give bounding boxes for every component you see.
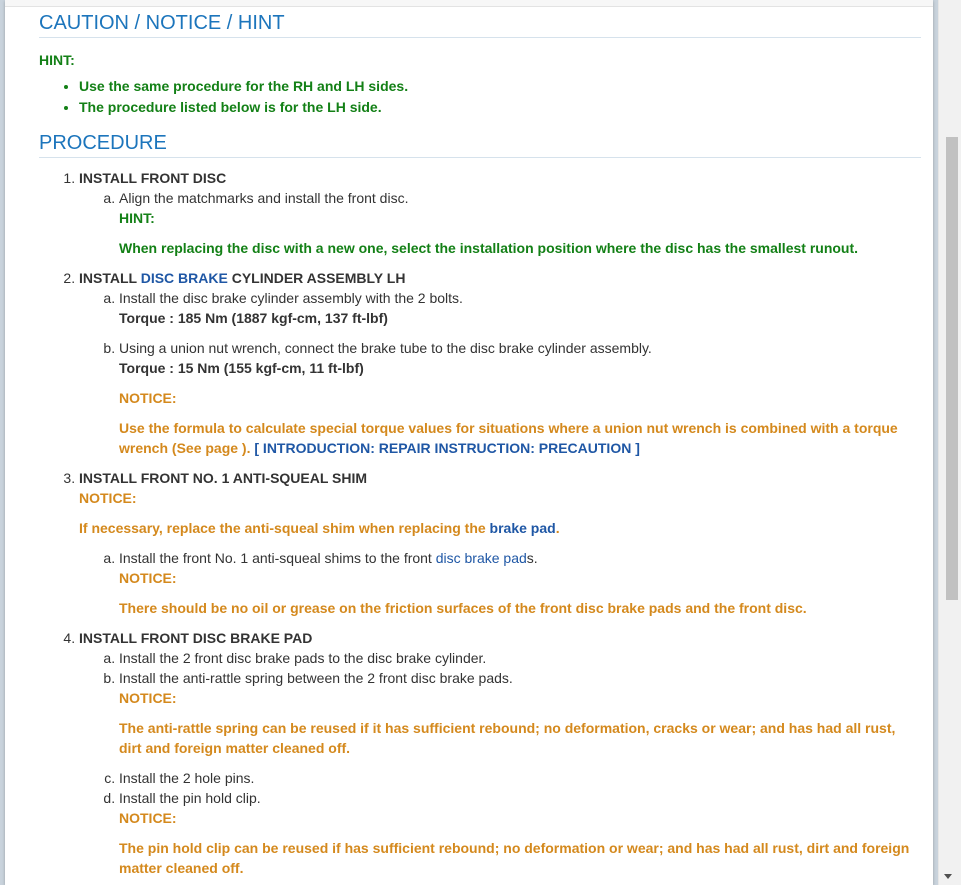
substep-text (119, 550, 538, 566)
notice-text: There should be no oil or grease on the friction surfaces of the front disc brake pads and the front disc. (119, 600, 807, 616)
step-4 (79, 628, 921, 878)
hint-item: • The procedure listed below is for the LH side. (79, 97, 921, 118)
step-title: INSTALL FRONT DISC (79, 170, 227, 186)
substeps (79, 648, 921, 878)
substep-text: Install the 2 front disc brake pads to the disc brake cylinder. (119, 650, 487, 666)
notice-text: The pin hold clip can be reused if has sufficient rebound; no deformation or wear; and has had all rust, dirt and foreign matter cleaned off. (119, 840, 910, 876)
disc-brake-link[interactable]: DISC BRAKE (140, 270, 228, 286)
caution-heading: CAUTION / NOTICE / HINT (39, 12, 921, 38)
substep-a (119, 188, 921, 258)
procedure-steps (39, 168, 921, 878)
notice-text (119, 418, 921, 458)
brake-pad-link[interactable]: brake pad (489, 520, 556, 536)
procedure-heading: PROCEDURE (39, 132, 921, 158)
procedure-section (39, 132, 921, 878)
step-title (79, 270, 405, 286)
step-2 (79, 268, 921, 458)
step-title-suffix: CYLINDER ASSEMBLY LH (227, 270, 406, 286)
step-3 (79, 468, 921, 618)
notice-label: NOTICE: (119, 570, 177, 586)
substep-a (119, 288, 921, 328)
substep-text: Align the matchmarks and install the front disc. (119, 190, 409, 206)
notice-body: Use the formula to calculate special torque values for situations where a union nut wrench is combined with a torque wrench (See page ). (119, 420, 898, 456)
step-title: INSTALL FRONT NO. 1 ANTI-SQUEAL SHIM (79, 470, 368, 486)
substep-text: Install the 2 hole pins. (119, 770, 255, 786)
notice-label: NOTICE: (79, 490, 137, 506)
document-panel (5, 0, 933, 885)
notice-body: If necessary, replace the anti-squeal shim when replacing the (79, 520, 490, 536)
scroll-down-arrow-icon[interactable] (944, 874, 952, 879)
scrollbar-thumb[interactable] (946, 137, 958, 600)
torque-spec: Torque : 185 Nm (1887 kgf-cm, 137 ft-lbf) (119, 310, 388, 326)
notice-label: NOTICE: (119, 810, 177, 826)
substep-text: Install the anti-rattle spring between the 2 front disc brake pads. (119, 670, 513, 686)
precaution-link[interactable]: [ INTRODUCTION: REPAIR INSTRUCTION: PRECAUTION ] (250, 440, 640, 456)
hint-text: When replacing the disc with a new one, select the installation position where the disc has the smallest runout. (119, 240, 859, 256)
substep-a (119, 648, 921, 668)
hint-list (39, 76, 921, 118)
notice-label: NOTICE: (119, 390, 177, 406)
substep-b (119, 668, 921, 758)
hint-label: HINT: (39, 52, 75, 68)
substep-text: Install the pin hold clip. (119, 790, 261, 806)
substep-d (119, 788, 921, 878)
notice-text: The anti-rattle spring can be reused if it has sufficient rebound; no deformation, cracks or wear; and has had all rust, dirt and foreign matter cleaned off. (119, 720, 896, 756)
step-title: INSTALL FRONT DISC BRAKE PAD (79, 630, 313, 646)
vertical-scrollbar[interactable] (938, 0, 961, 885)
step-title-prefix: INSTALL (79, 270, 141, 286)
disc-brake-pad-link[interactable]: disc brake pad (435, 550, 527, 566)
notice-label: NOTICE: (119, 690, 177, 706)
caution-section (39, 12, 921, 118)
substep-b (119, 338, 921, 458)
substeps (79, 548, 921, 618)
notice-end: . (555, 520, 560, 536)
document-content (39, 12, 921, 885)
hint-item: • Use the same procedure for the RH and LH sides. (79, 76, 921, 97)
substep-text: Using a union nut wrench, connect the brake tube to the disc brake cylinder assembly. (119, 340, 652, 356)
step-1 (79, 168, 921, 258)
hint-label: HINT: (119, 210, 155, 226)
torque-spec: Torque : 15 Nm (155 kgf-cm, 11 ft-lbf) (119, 360, 364, 376)
substeps (79, 288, 921, 458)
substep-body: Install the front No. 1 anti-squeal shims to the front (119, 550, 436, 566)
substep-c (119, 768, 921, 788)
substep-a (119, 548, 921, 618)
substep-text: Install the disc brake cylinder assembly with the 2 bolts. (119, 290, 463, 306)
substep-end: s. (526, 550, 538, 566)
substeps (79, 188, 921, 258)
notice-text (79, 518, 921, 538)
top-bar (5, 0, 933, 7)
